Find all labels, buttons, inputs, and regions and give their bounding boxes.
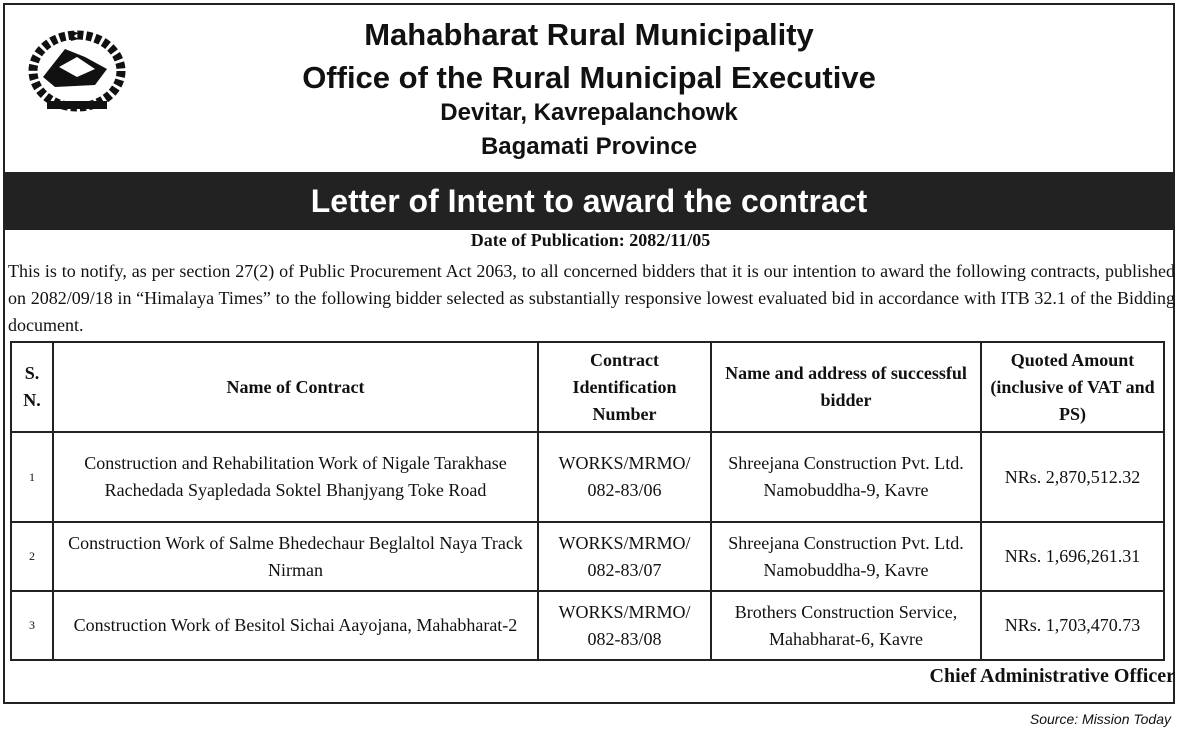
publication-date: Date of Publication: 2082/11/05 xyxy=(470,230,711,250)
signatory: Chief Administrative Officer xyxy=(929,665,1175,687)
cell-bidder: Shreejana Construction Pvt. Ltd. Namobuddha-9, Kavre xyxy=(711,432,981,522)
col-sn: S. N. xyxy=(11,342,53,432)
cell-amount: NRs. 2,870,512.32 xyxy=(981,432,1164,522)
cell-bidder: Shreejana Construction Pvt. Ltd. Namobuddha-9, Kavre xyxy=(711,522,981,591)
cell-bidder: Brothers Construction Service, Mahabharat-6, Kavre xyxy=(711,591,981,660)
cell-sn: 2 xyxy=(11,522,53,591)
cell-sn: 3 xyxy=(11,591,53,660)
cell-name: Construction and Rehabilitation Work of Nigale Tarakhase Rachedada Syapledada Soktel Bhanjyang Toke Road xyxy=(53,432,538,522)
office-address: Devitar, Kavrepalanchowk xyxy=(440,99,738,126)
cell-amount: NRs. 1,696,261.31 xyxy=(981,522,1164,591)
province: Bagamati Province xyxy=(480,133,698,160)
col-name: Name of Contract xyxy=(53,342,538,432)
cell-amount: NRs. 1,703,470.73 xyxy=(981,591,1164,660)
table-header-row xyxy=(11,342,1164,432)
notice-header xyxy=(5,5,1173,173)
table-row xyxy=(11,432,1164,522)
municipality-name: Mahabharat Rural Municipality xyxy=(364,17,814,52)
cell-id: WORKS/MRMO/ 082-83/08 xyxy=(538,591,711,660)
cell-name: Construction Work of Besitol Sichai Aayojana, Mahabharat-2 xyxy=(53,591,538,660)
col-bidder: Name and address of successful bidder xyxy=(711,342,981,432)
contracts-table xyxy=(10,341,1165,661)
table-row xyxy=(11,522,1164,591)
cell-id: WORKS/MRMO/ 082-83/07 xyxy=(538,522,711,591)
notice-title: Letter of Intent to award the contract xyxy=(5,172,1173,230)
office-name: Office of the Rural Municipal Executive xyxy=(302,60,876,95)
source-credit: Source: Mission Today xyxy=(1029,711,1171,727)
col-id: Contract Identification Number xyxy=(538,342,711,432)
table-row xyxy=(11,591,1164,660)
cell-name: Construction Work of Salme Bhedechaur Beglaltol Naya Track Nirman xyxy=(53,522,538,591)
col-amount: Quoted Amount (inclusive of VAT and PS) xyxy=(981,342,1164,432)
intro-paragraph: This is to notify, as per section 27(2) of Public Procurement Act 2063, to all concerned bidders that it is our intention to award the following contracts, published on 2082/09/18 in “Himalaya Times” to the following bidder selected as substantially responsive lowest evaluated bid in accordance with ITB 32.1 of the Bidding document. xyxy=(8,261,1175,335)
cell-id: WORKS/MRMO/ 082-83/06 xyxy=(538,432,711,522)
cell-sn: 1 xyxy=(11,432,53,522)
